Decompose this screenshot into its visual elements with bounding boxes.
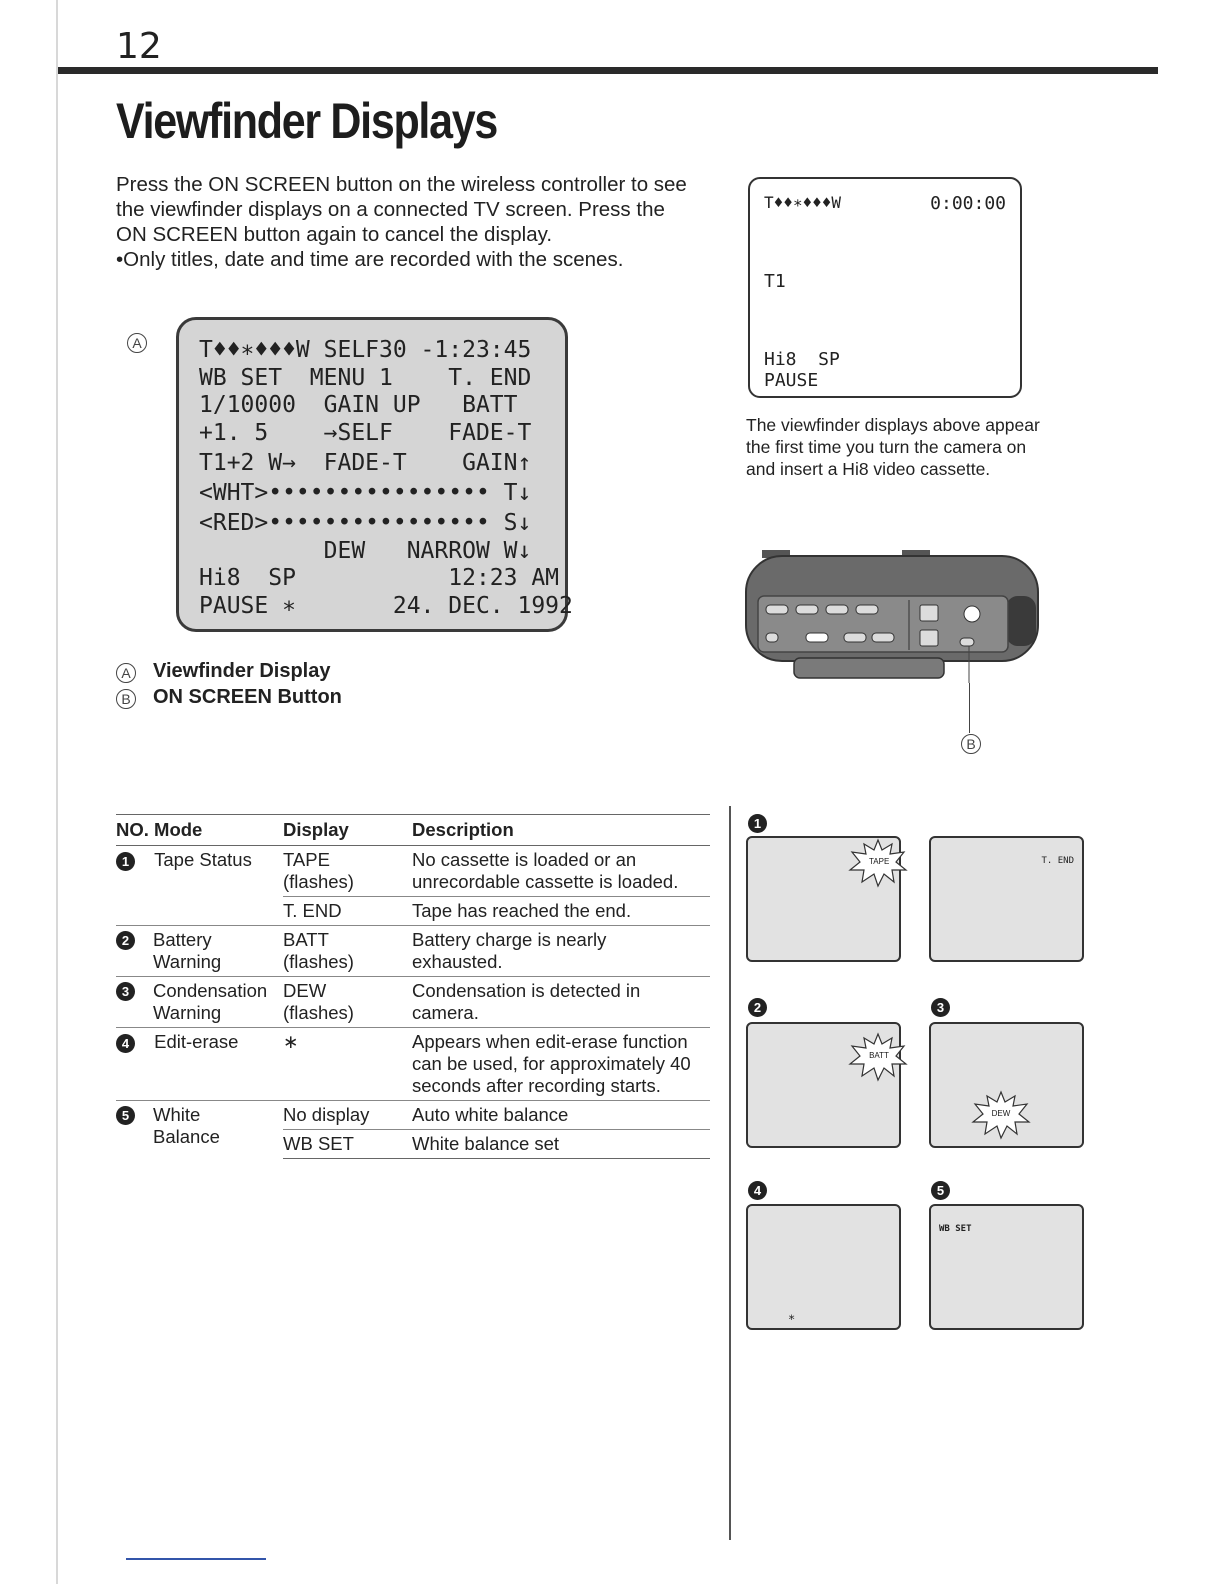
viewfinder-caption: The viewfinder displays above appear the first time you turn the camera on and insert a Hi8 video cassette.: [746, 415, 1040, 479]
display-cell: DEW (flashes): [283, 977, 412, 1028]
mini-screen-batt: [746, 1022, 901, 1148]
footer-line: [126, 1558, 266, 1560]
display-cell: No display: [283, 1101, 412, 1130]
intro-line: the viewfinder displays on a connected TV screen. Press the: [116, 198, 665, 221]
table-row: [116, 897, 710, 926]
legend-b-marker: B: [116, 689, 136, 709]
display-cell: WB SET: [283, 1130, 412, 1159]
mode-cell: Condensation Warning: [153, 980, 268, 1023]
mini-screen-tape: [746, 836, 901, 962]
vf2-bottom1: Hi8 SP: [764, 349, 840, 370]
intro-line: ON SCREEN button again to cancel the display.: [116, 223, 553, 246]
table-header-row: [116, 815, 710, 846]
page-number: 12: [116, 26, 162, 67]
desc-cell: Battery charge is nearly exhausted.: [412, 926, 710, 977]
mini-screen-edit-erase: [746, 1204, 901, 1330]
tape-burst-text: TAPE: [869, 857, 890, 866]
intro-text: [116, 172, 716, 272]
mini-number-5: 5: [931, 1181, 950, 1200]
vf-line: DEW NARROW W↓: [199, 538, 532, 564]
mini-number-3: 3: [931, 998, 950, 1017]
viewfinder-display-initial: [748, 177, 1022, 398]
mini-screen-dew: [929, 1022, 1084, 1148]
vf-line: +1. 5 →SELF FADE-T: [199, 420, 532, 446]
desc-cell: Auto white balance: [412, 1101, 710, 1130]
tend-text: T. END: [1041, 856, 1074, 866]
mode-cell: White Balance: [153, 1104, 220, 1147]
display-cell: T. END: [283, 897, 412, 926]
vf-line: <RED>•••••••••••••••• S↓: [199, 510, 532, 536]
mode-cell: Battery Warning: [153, 929, 222, 972]
desc-cell: White balance set: [412, 1130, 710, 1159]
intro-line: Press the ON SCREEN button on the wireless controller to see: [116, 173, 687, 196]
mode-cell: Tape Status: [154, 849, 252, 870]
row-number-badge: 5: [116, 1106, 135, 1125]
vf-line: <WHT>•••••••••••••••• T↓: [199, 480, 532, 506]
table-row: [116, 1101, 710, 1130]
row-number-badge: 2: [116, 931, 135, 950]
page-margin-line: [56, 0, 58, 1584]
mini-number-4: 4: [748, 1181, 767, 1200]
edit-erase-star: ∗: [788, 1310, 796, 1324]
legend-a-marker: A: [116, 663, 136, 683]
vf-line: T1+2 W→ FADE-T GAIN↑: [199, 450, 532, 476]
vf2-top-right: 0:00:00: [930, 193, 1006, 214]
display-cell: TAPE (flashes): [283, 849, 354, 892]
header-rule: [58, 67, 1158, 74]
controller-illustration: [744, 548, 1044, 683]
table-row: [116, 926, 710, 977]
batt-burst-text: BATT: [869, 1051, 889, 1060]
label-b-marker: B: [961, 734, 981, 754]
mini-number-1: 1: [748, 814, 767, 833]
mini-number-2: 2: [748, 998, 767, 1017]
wbset-text: WB SET: [939, 1224, 972, 1234]
desc-cell: Tape has reached the end.: [412, 897, 710, 926]
display-modes-table: [116, 814, 710, 1159]
display-cell: ∗: [283, 1028, 412, 1101]
intro-note: •Only titles, date and time are recorded with the scenes.: [116, 248, 624, 271]
row-number-badge: 1: [116, 852, 135, 871]
table-row: [116, 846, 710, 897]
table-row: [116, 977, 710, 1028]
row-number-badge: 3: [116, 982, 135, 1001]
desc-cell: Condensation is detected in camera.: [412, 977, 710, 1028]
vf-line: PAUSE ∗ 24. DEC. 1992: [199, 593, 573, 619]
legend-a-text: Viewfinder Display: [153, 660, 331, 682]
vf-line: Hi8 SP 12:23 AM: [199, 565, 560, 591]
col-header-display: Display: [283, 815, 412, 846]
col-header-description: Description: [412, 815, 710, 846]
mini-screen-wbset: [929, 1204, 1084, 1330]
label-a-marker: A: [127, 333, 147, 353]
table-row: [116, 1028, 710, 1101]
vf2-top-left: T♦♦∗♦♦♦W: [764, 193, 842, 212]
desc-cell: No cassette is loaded or an unrecordable cassette is loaded.: [412, 849, 679, 892]
vf2-title: T1: [764, 271, 786, 292]
vf-line: 1/10000 GAIN UP BATT: [199, 392, 518, 418]
viewfinder-display-full: [176, 317, 573, 632]
mini-screen-tend: [929, 836, 1084, 962]
col-header-mode: NO. Mode: [116, 815, 283, 846]
display-cell: BATT (flashes): [283, 926, 412, 977]
vf-line: T♦♦∗♦♦♦W SELF30 -1:23:45: [199, 337, 532, 363]
legend-b-text: ON SCREEN Button: [153, 686, 342, 708]
vf2-bottom2: PAUSE: [764, 370, 819, 391]
dew-burst-text: DEW: [991, 1109, 1011, 1118]
desc-cell: Appears when edit-erase function can be used, for approximately 40 seconds after recording starts.: [412, 1028, 710, 1101]
row-number-badge: 4: [116, 1034, 135, 1053]
vf-line: WB SET MENU 1 T. END: [199, 365, 532, 391]
page-title: Viewfinder Displays: [116, 93, 497, 149]
column-divider: [729, 806, 731, 1540]
callout-line-b: [969, 683, 970, 733]
mode-cell: Edit-erase: [154, 1031, 239, 1052]
